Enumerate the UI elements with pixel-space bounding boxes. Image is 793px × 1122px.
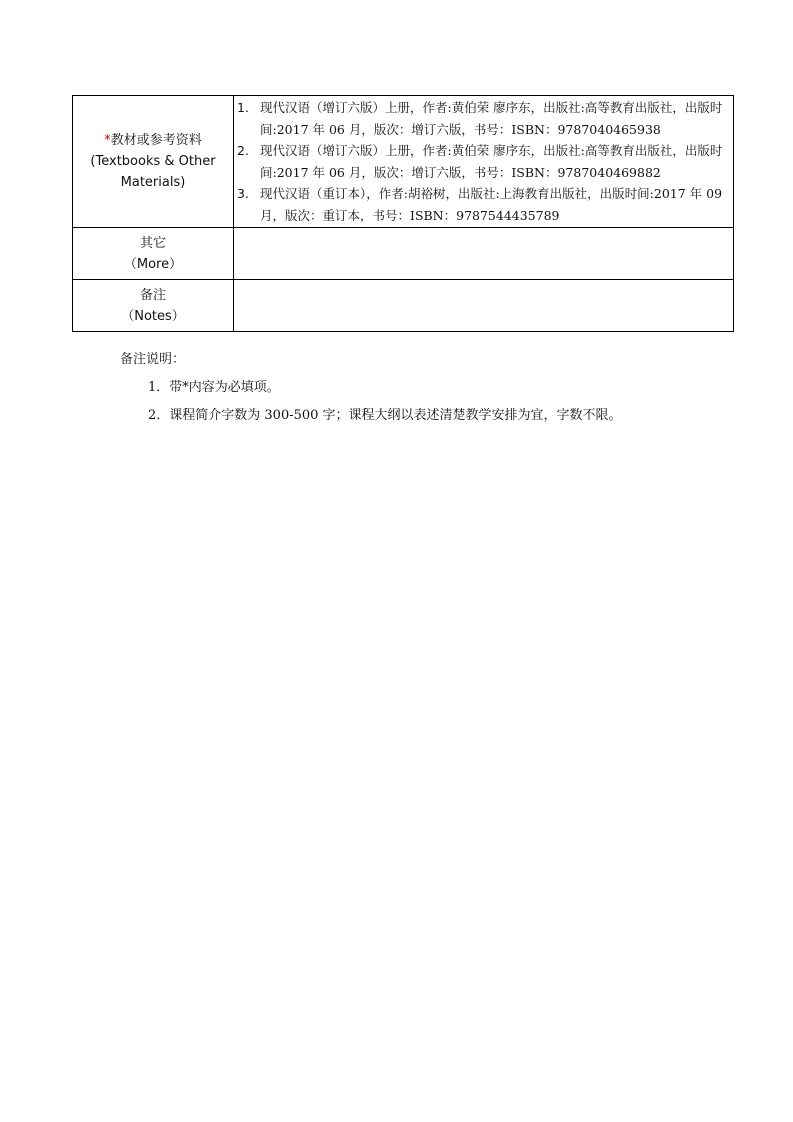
table-row-textbooks	[73, 96, 734, 228]
table-row-more	[73, 228, 734, 280]
list-item-number: 2.	[237, 143, 249, 158]
list-item-text: 现代汉语（增订六版）上册，作者:黄伯荣 廖序东，出版社:高等教育出版社，出版时间:2017 年 06 月，版次：增订六版，书号：ISBN：9787040469882	[260, 143, 723, 180]
remarks-item: 1．带*内容为必填项。	[148, 380, 280, 395]
notes-label-cell	[73, 280, 234, 332]
remarks-section	[120, 346, 622, 430]
textbooks-content-cell	[234, 96, 734, 228]
list-item-text: 现代汉语（重订本），作者:胡裕树，出版社:上海教育出版社，出版时间:2017 年 09 月，版次：重订本，书号：ISBN：9787544435789	[260, 186, 723, 223]
table-row-notes	[73, 280, 734, 332]
list-item	[234, 97, 733, 140]
remarks-title: 备注说明：	[120, 352, 186, 367]
notes-label-cn: 备注	[139, 287, 166, 303]
textbooks-label-en-line2: Materials)	[120, 175, 186, 190]
list-item	[234, 140, 733, 183]
textbooks-list	[234, 97, 733, 226]
notes-value-cell[interactable]	[234, 280, 734, 332]
notes-label-en: （Notes）	[121, 308, 185, 324]
more-label-en: （More）	[123, 256, 183, 272]
textbooks-label-en-line1: (Textbooks & Other	[90, 154, 216, 169]
list-item	[234, 183, 733, 226]
textbooks-label-cn: 教材或参考资料	[110, 133, 202, 148]
more-label-cell	[73, 228, 234, 280]
more-label-cn: 其它	[139, 235, 166, 251]
textbooks-label-cell	[73, 96, 234, 228]
list-item-number: 3.	[237, 186, 249, 201]
remarks-item: 2．课程简介字数为 300-500 字；课程大纲以表述清楚教学安排为宜，字数不限。	[148, 408, 622, 423]
course-info-table	[72, 95, 734, 332]
more-value-cell[interactable]	[234, 228, 734, 280]
list-item-number: 1.	[237, 100, 249, 115]
required-mark: *	[104, 133, 111, 148]
list-item-text: 现代汉语（增订六版）上册，作者:黄伯荣 廖序东，出版社:高等教育出版社，出版时间:2017 年 06 月，版次：增订六版，书号：ISBN：9787040465938	[260, 100, 723, 137]
